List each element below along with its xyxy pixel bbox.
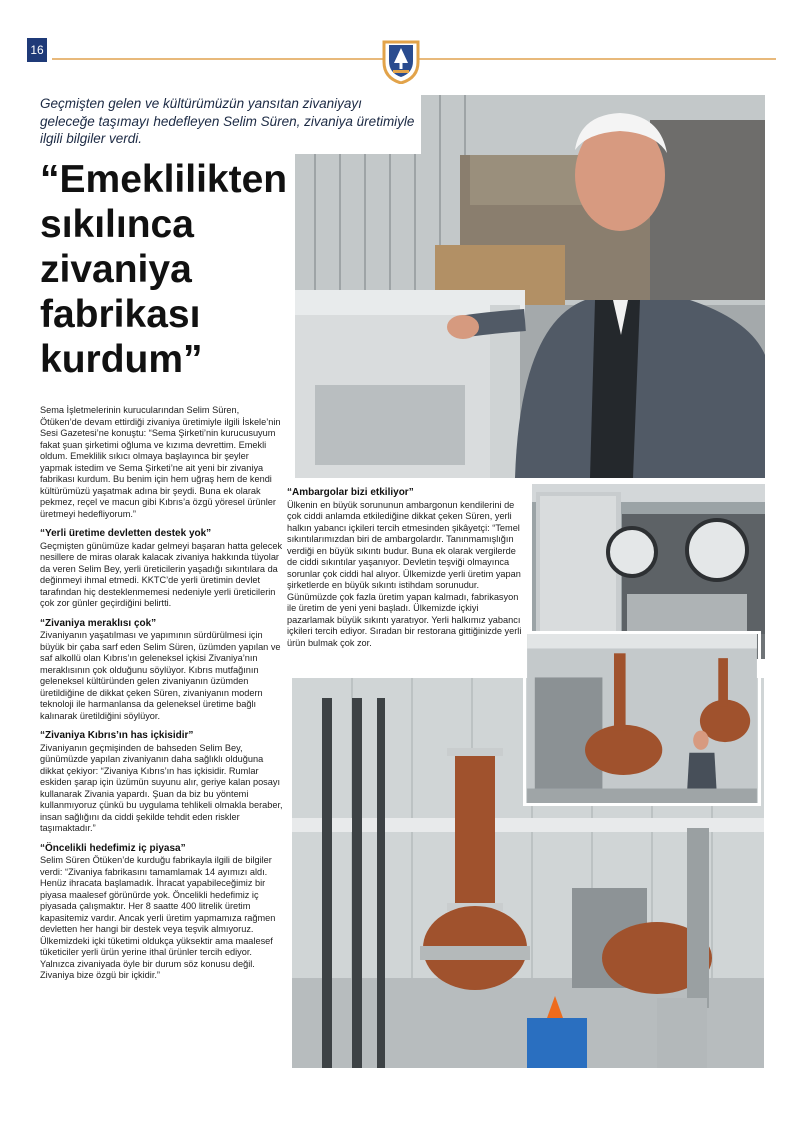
section-body: Zivaniyanın yaşatılması ve yapımının sürdürülmesi için büyük bir çaba sarf eden Selim Süren, üzümden yapılan ve saf alkollü olan Kıbrıs’ın geleneksel içkisi Zivaniya’nın meraklısının çok olduğunu söylüyor. Kıbrıs mutfağının geleneksel kültüründen gelen zivaniyanın üzümden üretildiğine de dikkat çeken Süren, zivaniyanın modern teknoloji ile harmanlansa da geleneksel üretime bağlı kalınarak üretildiğini söylüyor. [40,630,281,721]
section-body: Selim Süren Ötüken’de kurduğu fabrikayla ilgili de bilgiler verdi: “Zivaniya fabrikasını tamamlamak 14 ayımızı aldı. Henüz ihracata başlamadık. İhracat yapabileceğimiz bir piyasa maalesef görünürde yok. Öncelikli hedefimiz iç piyasada çalışmaktır. Her 8 saatte 400 litrelik üretim kapasitemiz vardır. Ancak yerli üretim yapmamıza rağmen devletten her hangi bir destek veya teşvik almıyoruz. Ülkemizdeki içki tüketimi oldukça yüksektir ama maalesef tüketiciler yerli ürün yerine ithal ürünler tercih ediyor. Yalnızca zivaniyada öyle bir durum söz konusu değil. Zivaniya bize özgü bir içkidir.” [40,855,276,980]
inset-photo [523,631,761,806]
section-heading: “Ambargolar bizi etkiliyor” [287,487,414,498]
headline: “Emeklilikten sıkılınca zivaniya fabrikası kurdum” [40,158,288,381]
section-heading: “Zivaniya meraklısı çok” [40,617,157,629]
right-column [287,487,527,657]
intro-text: Geçmişten gelen ve kültürümüzün yansıtan zivaniyayı geleceğe taşımayı hedefleyen Selim Süren, zivaniya üretimiyle ilgili bilgiler verdi. [40,95,421,154]
left-column [40,405,283,990]
lead-paragraph: Sema İşletmelerinin kurucularından Selim Süren, Ötüken’de devam ettirdiği zivaniya üretimiyle ilgili İskele’nin Sesi Gazetesi’ne konuştu: “Sema Şirketi’nin kurucusuyum fakat şuan şirketimi oğluma ve kızıma devrettim. Emekli oldum. Emeklilik sıkıcı olmaya başlayınca bir şeyler yapmak istedim ve Sema Şirketi’ne ait yeni bir zivaniya fabrikası kurdum. Bu benim için hem uğraş hem de kendi kültürümüzü yaşatmak adına bir şeydi. Buna ek olarak pekmez, reçel ve macun gibi Kıbrıs’a özgü yöresel ürünler üretmeyi hedefliyorum.” [40,405,281,519]
section-body: Geçmişten günümüze kadar gelmeyi başaran hatta gelecek nesillere de miras olarak kalacak zivaniya hakkında tüyolar da veren Selim Bey, yerli üreticilerin yaşadığı sıkıntılara da değinmeyi ihmal etmedi. KKTC’de yerli üretimin devlet tarafından hiç desteklenmemesi nedeniyle yerli üreticilerin çok zor günler geçirdiğini belirtti. [40,540,283,608]
page-number: 16 [27,38,47,62]
section-heading: “Yerli üretime devletten destek yok” [40,528,212,539]
section-body: Ülkenin en büyük sorununun ambargonun kendilerini de çok ciddi anlamda etkilediğine dikkat çeken Süren, yerli halkın yabancı içkileri tercih etmesinden şikâyetçi: “Temel sıkıntılarımızdan biri de ambargolardır. Tanınmamışlığın verdiği en büyük sıkıntı budur. Buna ek olarak vergilerde de ciddi sıkıntılar yaşanıyor. Devletin teşviği olmayınca sorunlar çok ciddi hal alıyor. Ülkemizde yerli üretim yapan şirketlerde en büyük sıkıntı istihdam sorunudur. Günümüzde çok fazla üretim yapan kalmadı, fabrikasyon ile üretim de yeni yeni başladı. Ülkemizde içkiyi pazarlamak büyük sıkıntı yaratıyor. Yerli halkımız yabancı içkileri tercih ediyor. Sıradan bir restorana gittiğinizde yerli ürün bulmak çok zor. [287,499,522,648]
emblem-logo [381,36,421,84]
section-body: Zivaniyanın geçmişinden de bahseden Selim Bey, günümüzde yapılan zivaniyanın daha sağlıklı olduğuna dikkat çekiyor: “Zivaniya Kıbrıs’ın has içkisidir. Rumlar eskiden şarap için üzümün suyunu alır, geriye kalan posayı kullanarak Zivania yapardı. Şuan da biz bu yöntemi kullanmıyoruz çünkü bu uygulama tehlikeli olmakla beraber, insan sağlığını da ciddi şekilde tehdit eden riskler taşımaktadır.” [40,742,283,833]
section-heading: “Zivaniya Kıbrıs’ın has içkisidir” [40,730,194,741]
section-heading: “Öncelikli hedefimiz iç piyasa” [40,842,186,854]
